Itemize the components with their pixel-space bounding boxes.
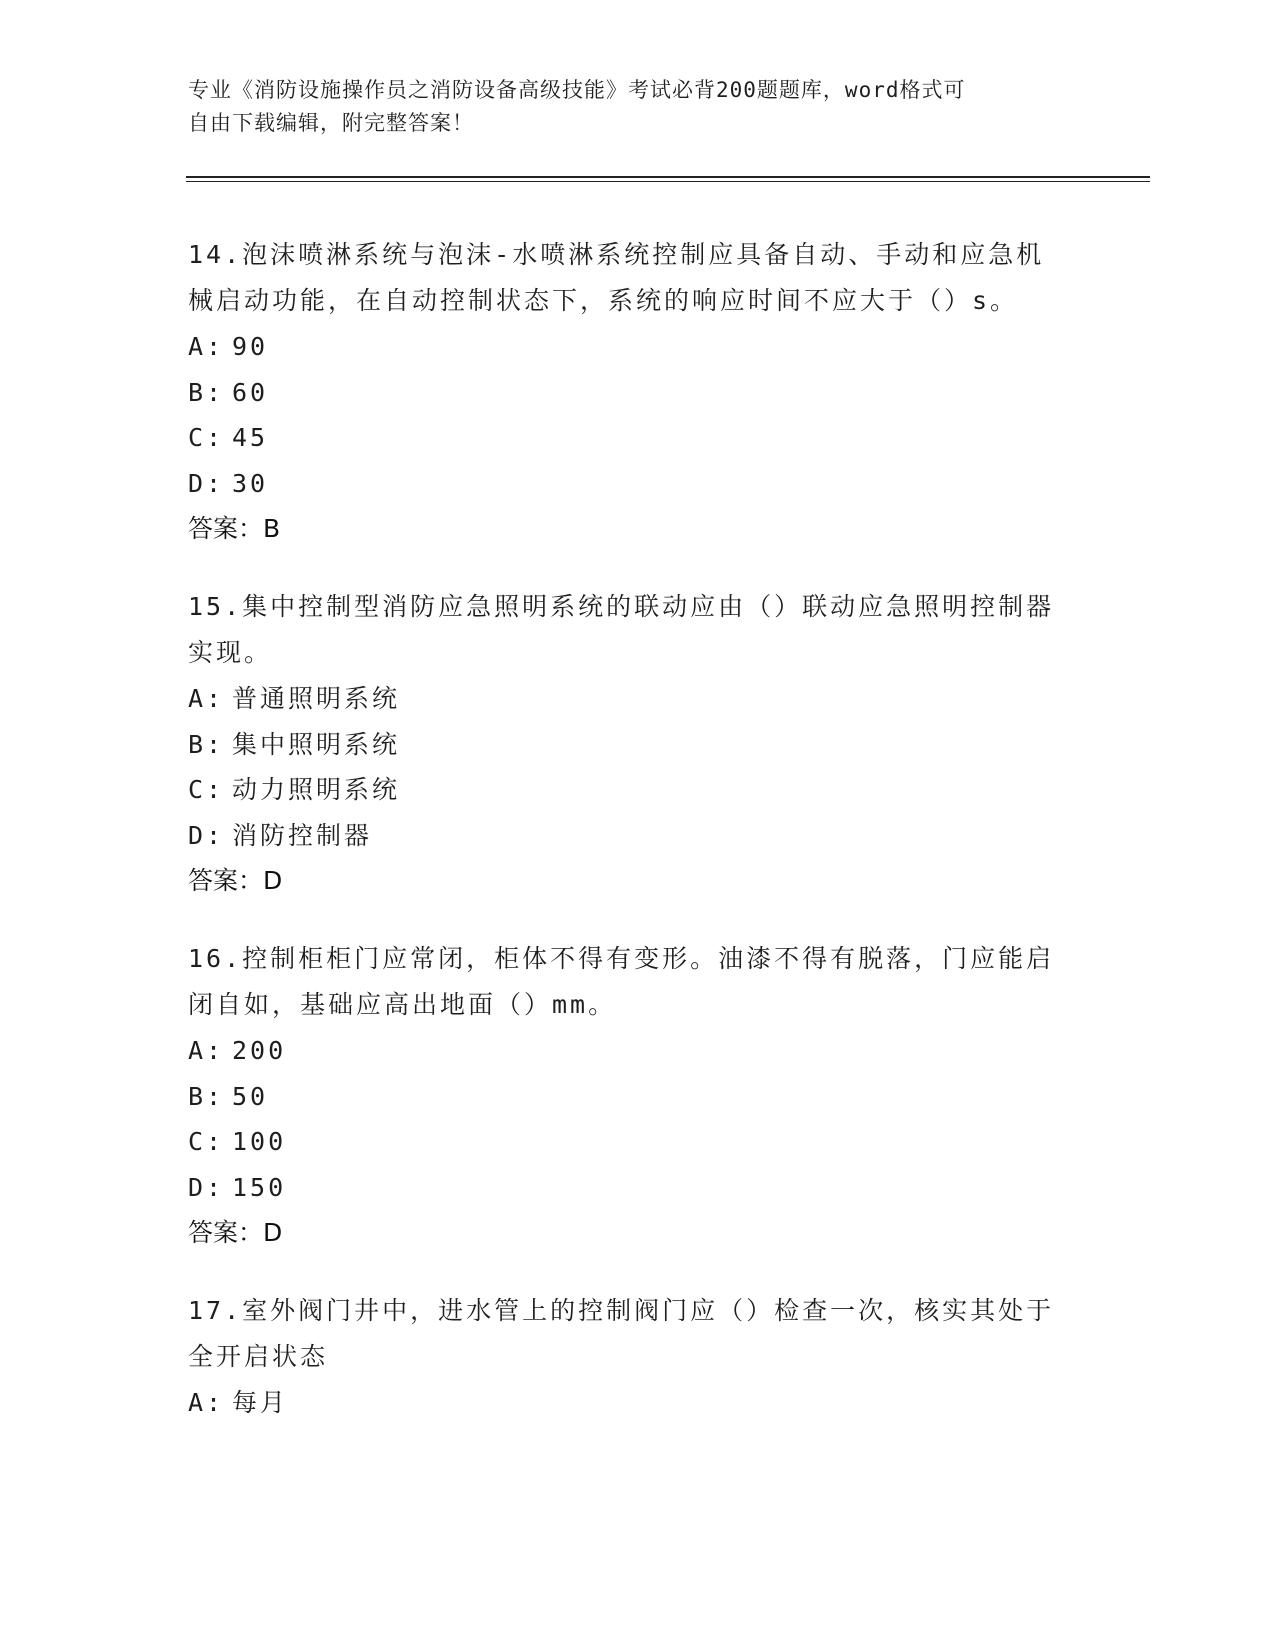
option-text: 消防控制器: [232, 820, 373, 850]
document-header: [188, 74, 1088, 140]
header-divider-thick: [186, 176, 1150, 178]
answer-line: 答案：B: [188, 514, 281, 543]
option-letter: D:: [188, 820, 225, 850]
option-letter: C:: [188, 1127, 225, 1156]
question-stem-line: 械启动功能，在自动控制状态下，系统的响应时间不应大于（）s。: [188, 286, 1019, 315]
option-d: [188, 813, 1088, 859]
option-a: [188, 676, 1088, 722]
option-text: 普通照明系统: [232, 684, 401, 713]
option-text: 50: [232, 1081, 269, 1111]
option-letter: A:: [188, 684, 225, 713]
header-line-1: 专业《消防设施操作员之消防设备高级技能》考试必背200题题库，word格式可: [188, 78, 966, 102]
option-a: [188, 324, 1088, 370]
option-letter: C:: [188, 423, 225, 452]
option-b: [188, 1074, 1088, 1120]
option-letter: B:: [188, 377, 225, 407]
question-15: [188, 584, 1088, 904]
option-letter: D:: [188, 1172, 225, 1202]
option-b: [188, 722, 1088, 768]
option-text: 150: [232, 1172, 287, 1202]
header-divider-thin: [186, 181, 1150, 182]
option-text: 60: [232, 377, 269, 407]
option-text: 30: [232, 468, 269, 498]
option-a: [188, 1028, 1088, 1074]
option-letter: B:: [188, 729, 225, 759]
option-c: [188, 767, 1088, 813]
question-17: [188, 1288, 1088, 1426]
question-stem-line: 15.集中控制型消防应急照明系统的联动应由（）联动应急照明控制器: [188, 592, 1055, 621]
option-d: [188, 461, 1088, 507]
answer-line: 答案：D: [188, 1218, 283, 1247]
option-c: [188, 1119, 1088, 1165]
option-c: [188, 415, 1088, 461]
option-a: [188, 1380, 1088, 1426]
question-stem-line: 16.控制柜柜门应常闭，柜体不得有变形。油漆不得有脱落，门应能启: [188, 944, 1055, 973]
option-b: [188, 370, 1088, 416]
option-text: 每月: [232, 1388, 289, 1417]
option-letter: A:: [188, 1036, 225, 1065]
option-letter: D:: [188, 468, 225, 498]
option-letter: B:: [188, 1081, 225, 1111]
question-list: [188, 232, 1088, 1458]
question-stem-line: 实现。: [188, 638, 273, 667]
option-text: 100: [232, 1127, 287, 1156]
option-text: 200: [232, 1036, 287, 1065]
option-text: 集中照明系统: [232, 729, 401, 759]
option-text: 动力照明系统: [232, 775, 401, 804]
question-14: [188, 232, 1088, 552]
option-text: 45: [232, 423, 269, 452]
header-line-2: 自由下载编辑，附完整答案！: [188, 111, 474, 135]
option-text: 90: [232, 332, 269, 361]
option-letter: A:: [188, 332, 225, 361]
option-letter: A:: [188, 1388, 225, 1417]
option-letter: C:: [188, 775, 225, 804]
question-stem-line: 14.泡沫喷淋系统与泡沫-水喷淋系统控制应具备自动、手动和应急机: [188, 240, 1045, 269]
question-stem-line: 闭自如，基础应高出地面（）mm。: [188, 990, 617, 1019]
answer-line: 答案：D: [188, 866, 283, 895]
question-stem-line: 全开启状态: [188, 1342, 329, 1371]
option-d: [188, 1165, 1088, 1211]
question-stem-line: 17.室外阀门井中，进水管上的控制阀门应（）检查一次，核实其处于: [188, 1296, 1055, 1325]
question-16: [188, 936, 1088, 1256]
